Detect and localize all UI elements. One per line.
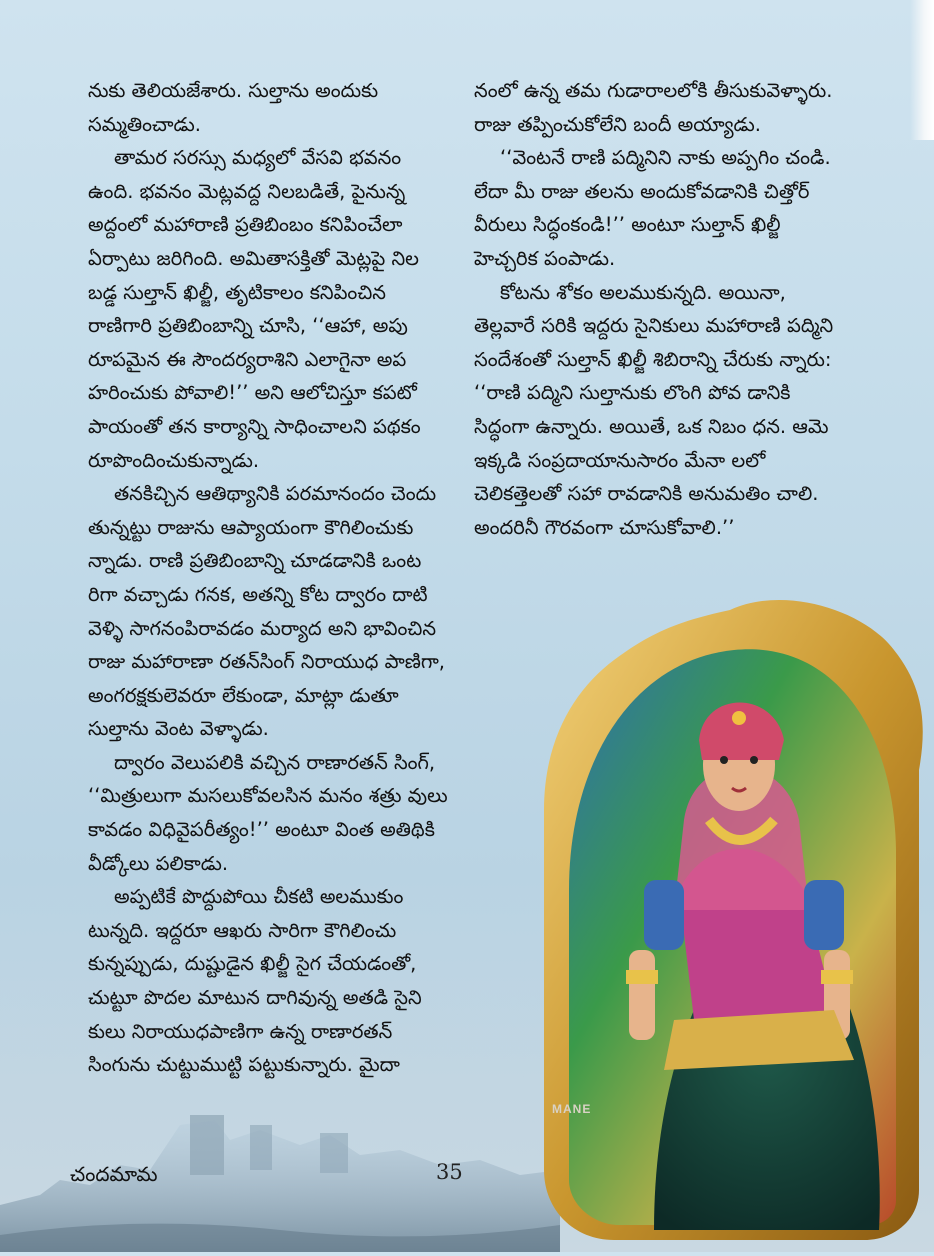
page-number: 35 xyxy=(436,1160,463,1184)
queen-padmini-mirror-illustration xyxy=(534,590,926,1240)
illustrator-signature: MANE xyxy=(552,1102,592,1116)
right-text-column xyxy=(474,74,838,544)
left-text-column xyxy=(88,74,452,1082)
paragraph: తామర సరస్సు మధ్యలో వేసవి భవనం ఉంది. భవనం మెట్లవద్ద నిలబడితే, పైనున్న అద్దంలో మహారాణి ప్రతిబింబం కనిపించేలా ఏర్పాటు జరిగింది. అమితాసక్తితో మెట్లపై నిల బడ్డ సుల్తాన్ ఖిల్జీ, తృటికాలం కనిపించిన రాణిగారి ప్రతిబింబాన్ని చూసి, ‘‘ఆహా, అపు రూపమైన ఈ సౌందర్యరాశిని ఎలాగైనా అప హరించుకు పోవాలి!’’ అని ఆలోచిస్తూ కపటో పాయంతో తన కార్యాన్ని సాధించాలని పథకం రూపొందించుకున్నాడు. xyxy=(88,146,421,472)
paragraph: కోటను శోకం అలముకున్నది. అయినా, తెల్లవారే సరికి ఇద్దరు సైనికులు మహారాణి పద్మిని సందేశంతో సుల్తాన్ ఖిల్జీ శిబిరాన్ని చేరుకు న్నారు: ‘‘రాణి పద్మిని సుల్తానుకు లొంగి పోవ డానికి సిద్ధంగా ఉన్నారు. అయితే, ఒక నిబం ధన. ఆమె ఇక్కడి సంప్రదాయానుసారం మేనా లలో చెలికత్తెలతో సహా రావడానికి అనుమతిం చాలి. అందరినీ గౌరవంగా చూసుకోవాలి.’’ xyxy=(474,280,834,539)
page-crease xyxy=(910,0,934,140)
paragraph: ‘‘వెంటనే రాణి పద్మినిని నాకు అప్పగిం చండి. లేదా మీ రాజు తలను అందుకోవడానికి చిత్తోర్ వీరులు సిద్ధంకండి!’’ అంటూ సుల్తాన్ ఖిల్జీ హెచ్చరిక పంపాడు. xyxy=(474,146,831,270)
paragraph: ద్వారం వెలుపలికి వచ్చిన రాణారతన్ సింగ్, ‘‘మిత్రులుగా మసలుకోవలసిన మనం శత్రు వులు కావడం విధివైపరీత్యం!’’ అంటూ వింత అతిథికి వీడ్కోలు పలికాడు. xyxy=(88,750,448,875)
magazine-name: చందమామ xyxy=(70,1162,158,1186)
paragraph: తనకిచ్చిన ఆతిథ్యానికి పరమానందం చెందు తున్నట్టు రాజును ఆప్యాయంగా కౌగిలించుకు న్నాడు. రాణి ప్రతిబింబాన్ని చూడడానికి ఒంట రిగా వచ్చాడు గనక, అతన్ని కోట ద్వారం దాటి వెళ్ళి సాగనంపిరావడం మర్యాద అని భావించిన రాజు మహారాణా రతన్‌సింగ్ నిరాయుధ పాణిగా, అంగరక్షకులెవరూ లేకుండా, మాట్లా డుతూ సుల్తాను వెంట వెళ్ళాడు. xyxy=(88,482,445,741)
paragraph: నంలో ఉన్న తమ గుడారాలలోకి తీసుకువెళ్ళారు. రాజు తప్పించుకోలేని బందీ అయ్యాడు. xyxy=(474,79,833,136)
paragraph: అప్పటికే పొద్దుపోయి చీకటి అలముకుం టున్నది. ఇద్దరూ ఆఖరు సారిగా కౌగిలించు కున్నప్పుడు, దుష్టుడైన ఖిల్జీ సైగ చేయడంతో, చుట్టూ పొదల మాటున దాగివున్న అతడి సైని కులు నిరాయుధపాణిగా ఉన్న రాణారతన్ సింగును చుట్టుముట్టి పట్టుకున్నారు. మైదా xyxy=(88,885,422,1077)
paragraph: నుకు తెలియజేశారు. సుల్తాను అందుకు సమ్మతించాడు. xyxy=(88,79,379,136)
